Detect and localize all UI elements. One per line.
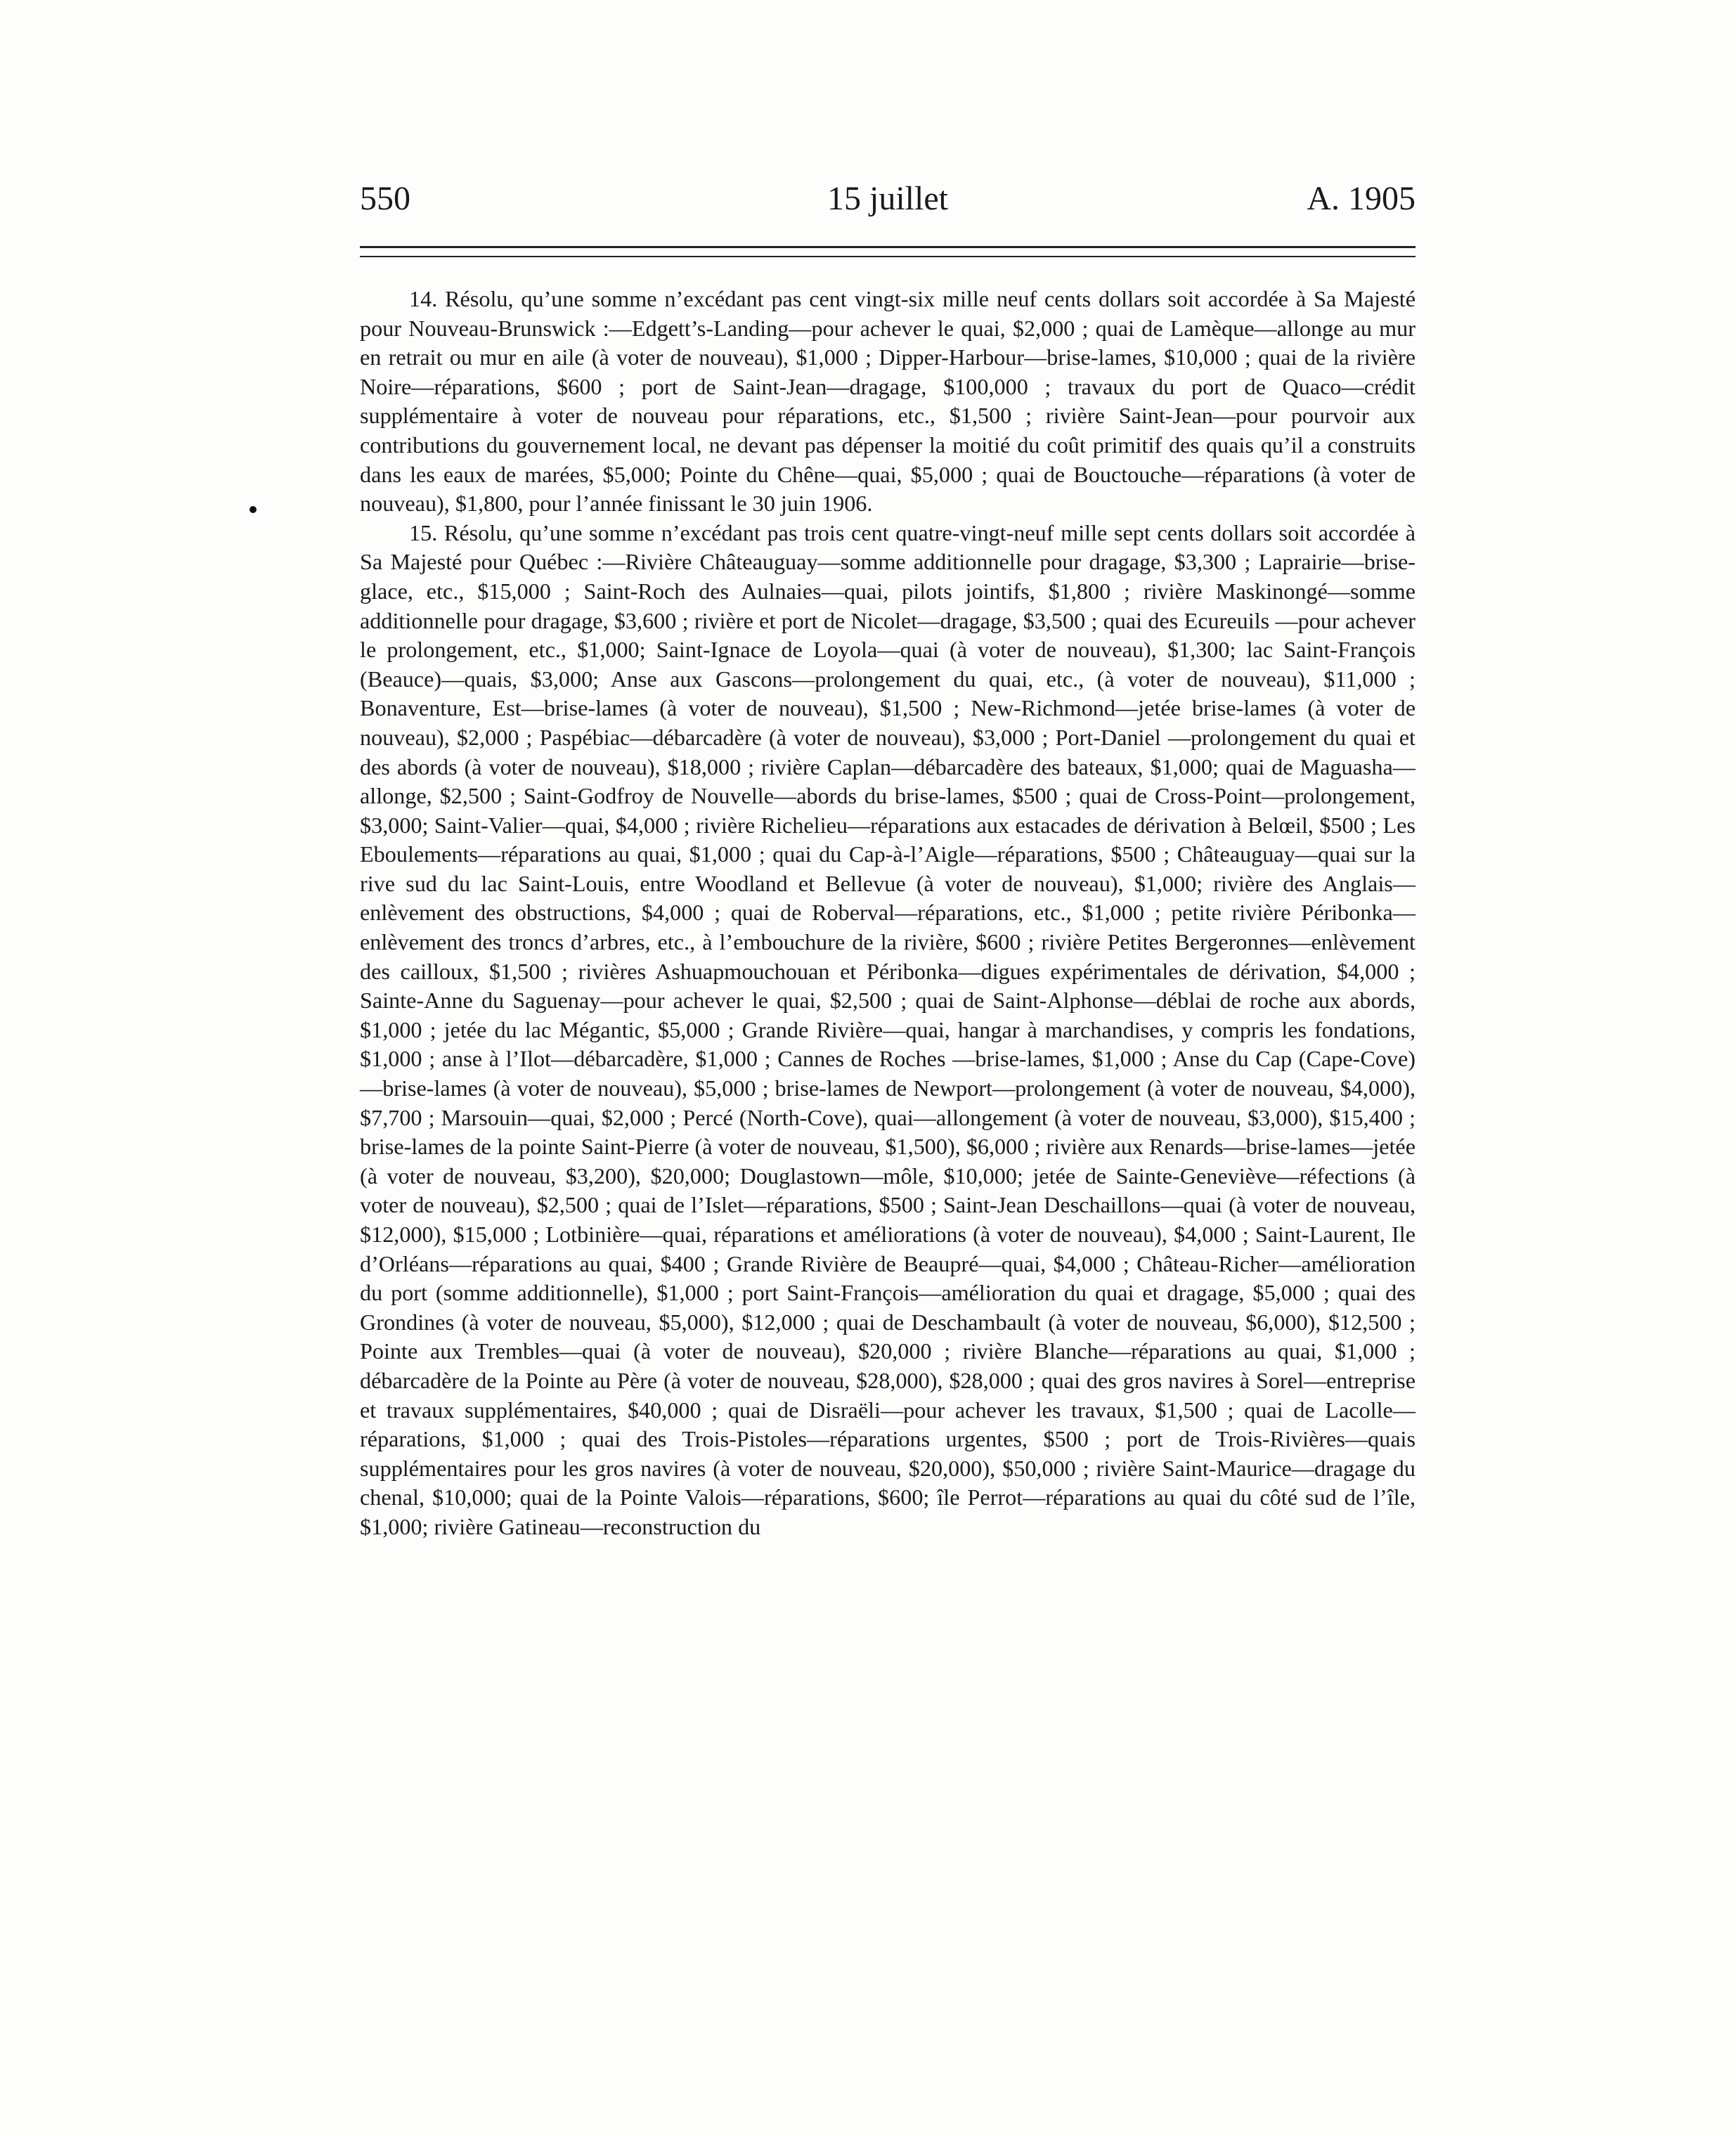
resolution-14-paragraph: 14. Résolu, qu’une somme n’excédant pas cent vingt-six mille neuf cents dollars soit accordée à Sa Majesté pour Nouveau-Brunswick :—Edgett’s-Landing—pour achever le quai, $2,000 ; quai de Lamèque—allonge au mur en retrait ou mur en aile (à voter de nouveau), $1,000 ; Dipper-Harbour—brise-lames, $10,000 ; quai de la rivière Noire—réparations, $600 ; port de Saint-Jean—dragage, $100,000 ; travaux du port de Quaco—crédit supplémentaire à voter de nouveau pour réparations, etc., $1,500 ; rivière Saint-Jean—pour pourvoir aux contributions du gouvernement local, ne devant pas dépenser la moitié du coût primitif des quais qu’il a construits dans les eaux de marées, $5,000; Pointe du Chêne—quai, $5,000 ; quai de Bouctouche—réparations (à voter de nouveau), $1,800, pour l’année finissant le 30 juin 1906. xyxy=(360,286,1416,517)
header-rule-top xyxy=(360,246,1416,248)
page-number: 550 xyxy=(360,180,410,217)
margin-speck xyxy=(250,506,257,513)
body-text xyxy=(360,285,1416,1542)
resolution-15-paragraph: 15. Résolu, qu’une somme n’excédant pas trois cent quatre-vingt-neuf mille sept cents dollars soit accordée à Sa Majesté pour Québec :—Rivière Châteauguay—somme additionnelle pour dragage, $3,300 ; Laprairie—brise-glace, etc., $15,000 ; Saint-Roch des Aulnaies—quai, pilots jointifs, $1,800 ; rivière Maskinongé—somme additionnelle pour dragage, $3,600 ; rivière et port de Nicolet—dragage, $3,500 ; quai des Ecureuils —pour achever le prolongement, etc., $1,000; Saint-Ignace de Loyola—quai (à voter de nouveau), $1,300; lac Saint-François (Beauce)—quais, $3,000; Anse aux Gascons—prolongement du quai, etc., (à voter de nouveau), $11,000 ; Bonaventure, Est—brise-lames (à voter de nouveau), $1,500 ; New-Richmond—jetée brise-lames (à voter de nouveau), $2,000 ; Paspébiac—débarcadère (à voter de nouveau), $3,000 ; Port-Daniel —prolongement du quai et des abords (à voter de nouveau), $18,000 ; rivière Caplan—débarcadère des bateaux, $1,000; quai de Maguasha—allonge, $2,500 ; Saint-Godfroy de Nouvelle—abords du brise-lames, $500 ; quai de Cross-Point—prolongement, $3,000; Saint-Valier—quai, $4,000 ; rivière Richelieu—réparations aux estacades de dérivation à Belœil, $500 ; Les Eboulements—réparations au quai, $1,000 ; quai du Cap-à-l’Aigle—réparations, $500 ; Châteauguay—quai sur la rive sud du lac Saint-Louis, entre Woodland et Bellevue (à voter de nouveau), $1,000; rivière des Anglais—enlèvement des obstructions, $4,000 ; quai de Roberval—réparations, etc., $1,000 ; petite rivière Péribonka—enlèvement des troncs d’arbres, etc., à l’embouchure de la rivière, $600 ; rivière Petites Bergeronnes—enlèvement des cailloux, $1,500 ; rivières Ashuapmouchouan et Péribonka—digues expérimentales de dérivation, $4,000 ; Sainte-Anne du Saguenay—pour achever le quai, $2,500 ; quai de Saint-Alphonse—déblai de roche aux abords, $1,000 ; jetée du lac Mégantic, $5,000 ; Grande Rivière—quai, hangar à marchandises, y compris les fondations, $1,000 ; anse à l’Ilot—débarcadère, $1,000 ; Cannes de Roches —brise-lames, $1,000 ; Anse du Cap (Cape-Cove)—brise-lames (à voter de nouveau), $5,000 ; brise-lames de Newport—prolongement (à voter de nouveau, $4,000), $7,700 ; Marsouin—quai, $2,000 ; Percé (North-Cove), quai—allongement (à voter de nouveau, $3,000), $15,400 ; brise-lames de la pointe Saint-Pierre (à voter de nouveau, $1,500), $6,000 ; rivière aux Renards—brise-lames—jetée (à voter de nouveau, $3,200), $20,000; Douglastown—môle, $10,000; jetée de Sainte-Geneviève—réfections (à voter de nouveau), $2,500 ; quai de l’Islet—réparations, $500 ; Saint-Jean Deschaillons—quai (à voter de nouveau, $12,000), $15,000 ; Lotbinière—quai, réparations et améliorations (à voter de nouveau), $4,000 ; Saint-Laurent, Ile d’Orléans—réparations au quai, $400 ; Grande Rivière de Beaupré—quai, $4,000 ; Château-Richer—amélioration du port (somme additionnelle), $1,000 ; port Saint-François—amélioration du quai et dragage, $5,000 ; quai des Grondines (à voter de nouveau, $5,000), $12,000 ; quai de Deschambault (à voter de nouveau, $6,000), $12,500 ; Pointe aux Trembles—quai (à voter de nouveau), $20,000 ; rivière Blanche—réparations au quai, $1,000 ; débarcadère de la Pointe au Père (à voter de nouveau, $28,000), $28,000 ; quai des gros navires à Sorel—entreprise et travaux supplémentaires, $40,000 ; quai de Disraëli—pour achever les travaux, $1,500 ; quai de Lacolle—réparations, $1,000 ; quai des Trois-Pistoles—réparations urgentes, $500 ; port de Trois-Rivières—quais supplémentaires pour les gros navires (à voter de nouveau, $20,000), $50,000 ; rivière Saint-Maurice—dragage du chenal, $10,000; quai de la Pointe Valois—réparations, $600; île Perrot—réparations au quai du côté sud de l’île, $1,000; rivière Gatineau—reconstruction du xyxy=(360,519,1416,1539)
page-year: A. 1905 xyxy=(1307,180,1416,217)
header-rule-bottom xyxy=(360,256,1416,257)
page-header xyxy=(360,174,1416,224)
page-date: 15 juillet xyxy=(827,180,948,217)
